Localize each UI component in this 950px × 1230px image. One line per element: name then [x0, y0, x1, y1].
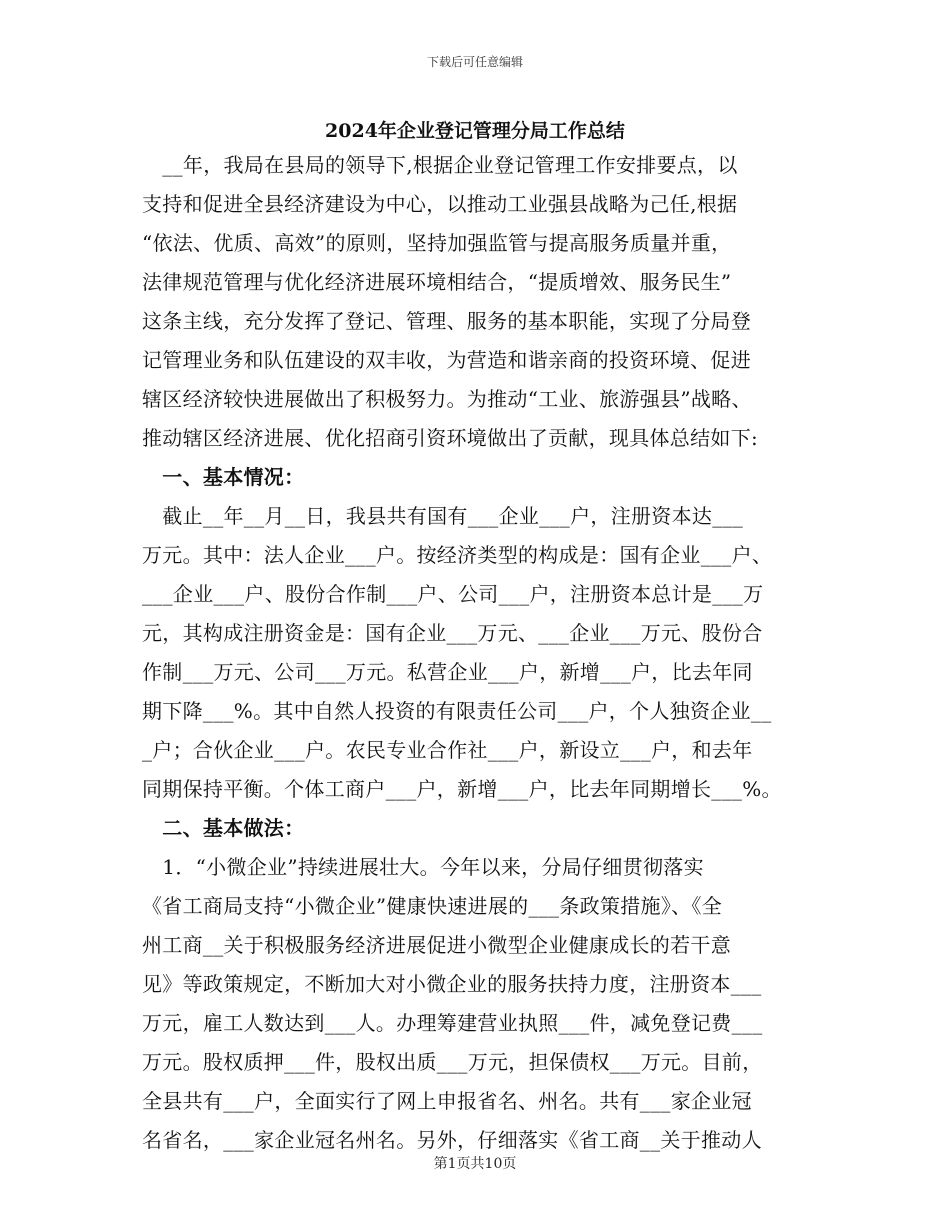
paragraph-line: “依法、优质、高效”的原则，坚持加强监管与提高服务质量并重， — [142, 231, 732, 255]
paragraph-line: 辖区经济较快进展做出了积极努力。为推动“工业、旅游强县”战略、 — [142, 387, 752, 411]
paragraph-line: 《省工商局支持“小微企业”健康快速进展的___条政策措施》、《全 — [142, 894, 723, 918]
document-title: 2024年企业登记管理分局工作总结 — [325, 120, 625, 142]
paragraph-line: 期下降___%。其中自然人投资的有限责任公司___户，个人独资企业__ — [142, 699, 772, 723]
paragraph-line: __年，我局在县局的领导下,根据企业登记管理工作安排要点，以 — [142, 153, 738, 177]
paragraph-line: 名省名，___家企业冠名州名。另外，仔细落实《省工商__关于推动人 — [142, 1128, 762, 1152]
paragraph-line: 万元。股权质押___件，股权出质___万元，担保债权___万元。目前， — [142, 1050, 763, 1074]
paragraph-line: 州工商__关于积极服务经济进展促进小微型企业健康成长的若干意 — [142, 933, 731, 957]
paragraph-line: 这条主线，充分发挥了登记、管理、服务的基本职能，实现了分局登 — [142, 309, 751, 333]
paragraph-line: 推动辖区经济进展、优化招商引资环境做出了贡献，现具体总结如下: — [142, 426, 759, 450]
paragraph-line: 支持和促进全县经济建设为中心，以推动工业强县战略为己任,根据 — [142, 192, 738, 216]
paragraph-line: _户；合伙企业___户。农民专业合作社___户，新设立___户，和去年 — [142, 738, 753, 762]
paragraph-line: 记管理业务和队伍建设的双丰收，为营造和谐亲商的投资环境、促进 — [142, 348, 751, 372]
paragraph-line: 元，其构成注册资金是：国有企业___万元、___企业___万元、股份合 — [142, 621, 763, 645]
document-body — [142, 146, 808, 1160]
paragraph-line: 作制___万元、公司___万元。私营企业___户，新增___户，比去年同 — [142, 660, 753, 684]
paragraph-line: ___企业___户、股份合作制___户、公司___户，注册资本总计是___万 — [142, 582, 764, 606]
page-number: 第1页共10页 — [433, 1156, 517, 1172]
paragraph-line: 截止__年__月__日，我县共有国有___企业___户，注册资本达___ — [142, 504, 744, 528]
paragraph-line: 万元，雇工人数达到___人。办理筹建营业执照___件，减免登记费___ — [142, 1011, 763, 1035]
paragraph-line: 见》等政策规定，不断加大对小微企业的服务扶持力度，注册资本___ — [142, 972, 762, 996]
paragraph-line: 万元。其中：法人企业___户。按经济类型的构成是：国有企业___户、 — [142, 543, 773, 567]
section-heading: 一、基本情况： — [142, 465, 305, 489]
page-header-note: 下载后可任意编辑 — [426, 55, 523, 69]
section-heading: 二、基本做法： — [142, 816, 305, 840]
paragraph-line: 同期保持平衡。个体工商户___户，新增___户，比去年同期增长___%。 — [142, 777, 782, 801]
paragraph-line: 全县共有___户，全面实行了网上申报省名、州名。共有___家企业冠 — [142, 1089, 752, 1113]
paragraph-line: 1．“小微企业”持续进展壮大。今年以来，分局仔细贯彻落实 — [142, 855, 704, 879]
paragraph-line: 法律规范管理与优化经济进展环境相结合，“提质增效、服务民生” — [142, 270, 732, 294]
